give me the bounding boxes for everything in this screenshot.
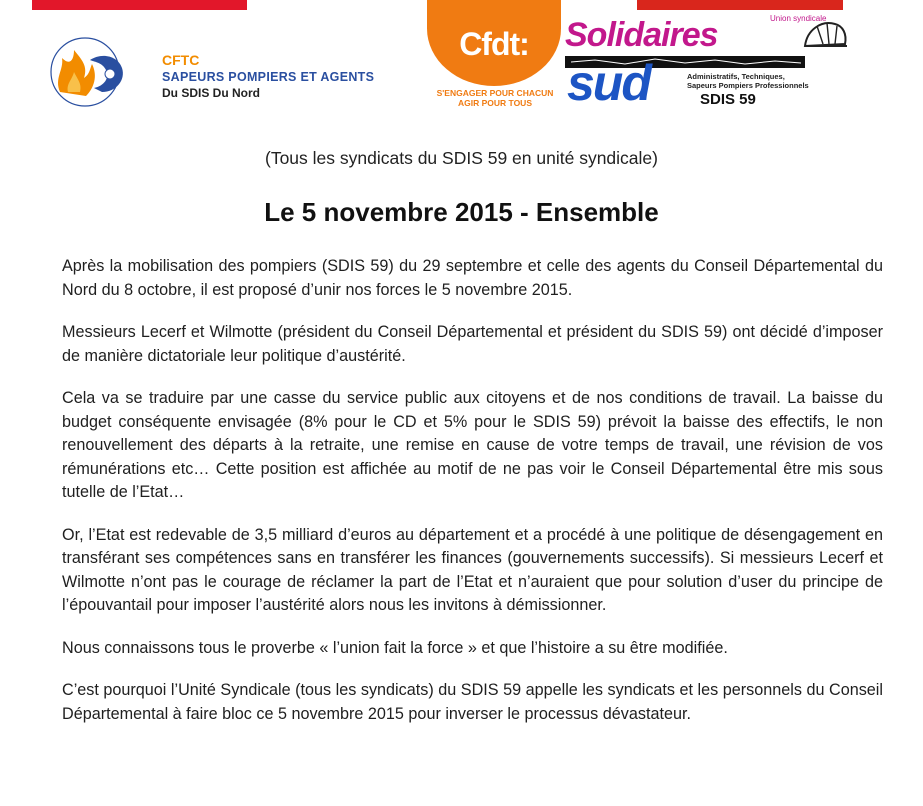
sud-description-line2: Sapeurs Pompiers Professionnels <box>687 81 809 90</box>
cftc-badge-icon <box>30 30 148 110</box>
cfdt-slogan-line1: S'ENGAGER POUR CHACUN <box>436 88 554 98</box>
red-logo-strip-right <box>637 0 843 10</box>
sud-sdis-label: SDIS 59 <box>700 91 756 108</box>
cfdt-slogan <box>425 88 565 108</box>
cftc-name: CFTC <box>162 52 200 68</box>
cfdt-logo <box>425 0 565 112</box>
sud-union-label: Union syndicale <box>770 14 827 23</box>
fire-helmet-icon <box>801 16 849 56</box>
sud-description-line1: Administratifs, Techniques, <box>687 72 785 81</box>
cfdt-name: Cfdt: <box>459 26 529 62</box>
cftc-logo <box>30 30 430 110</box>
document-title: Le 5 novembre 2015 - Ensemble <box>264 197 659 227</box>
sud-description <box>687 72 809 90</box>
cfdt-slogan-line2: AGIR POUR TOUS <box>458 98 532 108</box>
paragraph-3: Cela va se traduire par une casse du service public aux citoyens et de nos conditions de travail. La baisse du budget conséquente envisagée (8% pour le CD et 5% pour le SDIS 59) prévoit la baisse des effectifs, le non renouvellement des départs à la retraite, une remise en cause de votre temps de travail, une révision de vos rémunérations etc… Cette position est affichée au motif de ne pas voir le Conseil Départemental être mis sous tutelle de l’Etat… <box>62 389 883 501</box>
red-logo-strip-left <box>32 0 247 10</box>
cftc-subtitle: SAPEURS POMPIERS ET AGENTS <box>162 70 375 84</box>
sud-word: sud <box>567 55 650 111</box>
paragraph-6: C’est pourquoi l’Unité Syndicale (tous les syndicats) du SDIS 59 appelle les syndicats et les personnels du Conseil Départemental à faire bloc ce 5 novembre 2015 pour inverser le processus dévastateur. <box>62 681 883 723</box>
document-subtitle: (Tous les syndicats du SDIS 59 en unité syndicale) <box>265 148 658 168</box>
cftc-location: Du SDIS Du Nord <box>162 86 260 100</box>
paragraph-5: Nous connaissons tous le proverbe « l’union fait la force » et que l’histoire a su être modifiée. <box>62 638 728 657</box>
sud-solidaires-logo <box>565 14 850 114</box>
paragraph-2: Messieurs Lecerf et Wilmotte (président du Conseil Départemental et président du SDIS 59) ont décidé d’imposer de manière dictatoriale leur politique d’austérité. <box>62 323 883 365</box>
document-body <box>62 255 883 745</box>
paragraph-4: Or, l’Etat est redevable de 3,5 milliard d’euros au département et a procédé à une politique de désengagement en transférant ses compétences sans en transférer les finances (gouvernements successifs). Si messieurs Lecerf et Wilmotte n’ont pas le courage de réclamer la part de l’Etat et n’auraient que pour solution d’user du principe de l’épouvantail pour imposer l’austérité alors nous les invitons à démissionner. <box>62 525 883 614</box>
sud-solidaires-word: Solidaires <box>565 16 718 54</box>
paragraph-1: Après la mobilisation des pompiers (SDIS 59) du 29 septembre et celle des agents du Conseil Départemental du Nord du 8 octobre, il est proposé d’unir nos forces le 5 novembre 2015. <box>62 257 883 299</box>
